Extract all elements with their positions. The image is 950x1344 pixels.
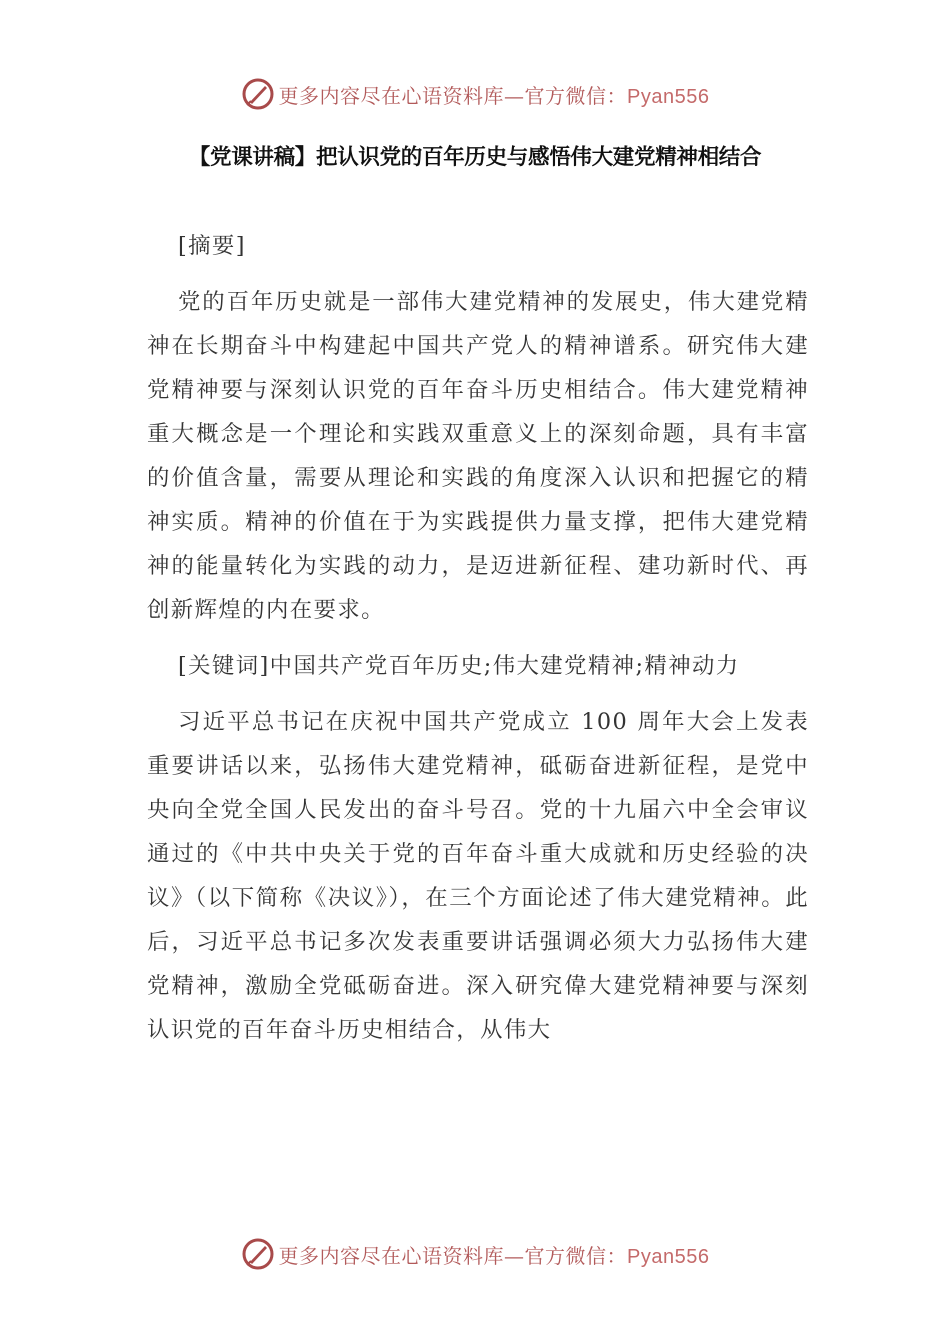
wechat-id: Pyan556 xyxy=(627,1245,710,1268)
body-paragraph: 习近平总书记在庆祝中国共产党成立 100 周年大会上发表重要讲话以来，弘扬伟大建党精神，砥砺奋进新征程，是党中央向全党全国人民发出的奋斗号召。党的十九届六中全会审议通过的《中共中央关于党的百年奋斗重大成就和历史经验的决议》（以下简称《决议》），在三个方面论述了伟大建党精神。此后，习近平总书记多次发表重要讲话强调必须大力弘扬伟大建党精神，激励全党砥砺奋进。深入研究偉大建党精神要与深刻认识党的百年奋斗历史相结合，从伟大 xyxy=(147,709,809,1043)
quill-pen-logo-icon xyxy=(241,77,275,111)
banner-text: 更多内容尽在心语资料库—官方微信：Pyan556 xyxy=(278,83,710,108)
banner-text: 更多内容尽在心语资料库—官方微信：Pyan556 xyxy=(278,1243,710,1268)
abstract-paragraph: 党的百年历史就是一部伟大建党精神的发展史，伟大建党精神在长期奋斗中构建起中国共产党人的精神谱系。研究伟大建党精神要与深刻认识党的百年奋斗历史相结合。伟大建党精神重大概念是一个理论和实践双重意义上的深刻命题，具有丰富的价值含量，需要从理论和实践的角度深入认识和把握它的精神实质。精神的价值在于为实践提供力量支撑，把伟大建党精神的能量转化为实践的动力，是迈进新征程、建功新时代、再创新辉煌的内在要求。 xyxy=(147,289,809,623)
document-body xyxy=(147,224,809,1064)
wechat-id: Pyan556 xyxy=(627,85,710,108)
header-banner xyxy=(0,74,950,114)
abstract-label: [摘要] xyxy=(178,233,246,259)
keywords-value: 中国共产党百年历史;伟大建党精神;精神动力 xyxy=(269,653,740,679)
keywords-line xyxy=(147,644,809,688)
footer-banner xyxy=(0,1234,950,1274)
keywords-label: [关键词] xyxy=(178,653,270,679)
document-title: 【党课讲稿】把认识党的百年历史与感悟伟大建党精神相结合 xyxy=(188,145,762,170)
quill-pen-logo-icon xyxy=(241,1237,275,1271)
